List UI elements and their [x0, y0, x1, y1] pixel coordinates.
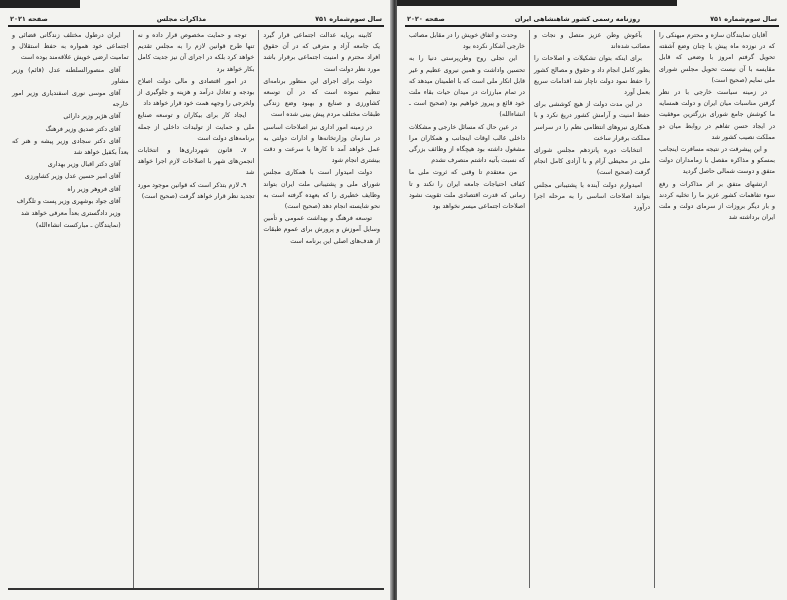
text-column [259, 30, 384, 588]
paragraph: آقایان نمایندگان سازه و محترم میهنکی را که در نوزده ماه پیش با چنان وضع آشفته تحویل گرفتم امروز با وضعی که قابل مقایسه با آن نیست تحویل مجلس شورای ملی نمایم (صحیح است) [659, 32, 775, 84]
paragraph: دولت برای اجرای این منظور برنامه‌ای تنظیم نموده است که در آن توسعه کشاورزی و صنایع و بهبود وضع زندگی طبقات مختلف مردم پیش بینی شده است [263, 77, 380, 119]
right-page [397, 0, 787, 600]
paragraph: ۹ـ لازم بتذکر است که قوانین موجود مورد تجدید نظر قرار خواهد گرفت (صحیح است) [137, 181, 255, 200]
paragraph: در عین حال که مسائل خارجی و مشکلات داخلی غالب اوقات اینجانب و همکاران مرا مشغول داشته بود هیچگاه از وظائف بزرگی که نسبت بآتیه داشتم منصرف نشدم [409, 123, 525, 165]
page-number: صفحه ۲۰۲۱ [10, 15, 48, 23]
paragraph: ارتشهای متفق بر اثر مذاکرات و رفع سوء تفاهمات کشور عزیز ما را تخلیه کردند و بار دیگر بروزات از سرمای دولت و ملت ایران برداشته شد [659, 180, 775, 222]
paragraph: توجه و حمایت مخصوص قرار داده و نه تنها طرح قوانین لازم را به مجلس تقدیم خواهد کرد بلکه در اجرای آن نیز جدیت کامل بکار خواهد برد [137, 32, 255, 73]
paragraph: آقای موسی نوری اسفندیاری وزیر امور خارجه [11, 90, 129, 109]
text-column [134, 30, 260, 588]
paragraph: در امور اقتصادی و مالی دولت اصلاح بودجه و تعادل درآمد و هزینه و جلوگیری از ولخرجی را وجهه همت خود قرار خواهد داد [137, 77, 255, 108]
paragraph: وحدت و اتفاق خویش را در مقابل مصائب خارجی آشکار نکرده بود [409, 32, 525, 51]
paragraph: من معتقدم تا وقتی که ثروت ملی ما کفاف احتیاجات جامعه ایران را نکند و تا زمانی که قدرت اقتصادی ملت تقویت نشود اصلاحات اجتماعی میسر نخواهد بود [409, 169, 525, 211]
scan-shadow [397, 0, 677, 6]
scan-shadow [0, 0, 80, 8]
paragraph: آقای امیر حسین عدل وزیر کشاورزی [24, 173, 121, 181]
paragraph: و این پیشرفت در نتیجه مسافرت اینجانب بمسکو و مذاکره مفصل با زمامداران دولت متفق و دوست شمالی حاصل گردید [659, 146, 775, 176]
paragraph: آقای منصورالسلطنه عدل (قائم) وزیر مشاور [11, 66, 129, 85]
text-column [8, 30, 134, 588]
text-column [405, 30, 530, 588]
footer-rule [8, 588, 384, 590]
page-header [10, 14, 382, 24]
paragraph: برای اینکه بتوان تشکیلات و اصلاحات را بطور کامل انجام داد و حقوق و مصالح کشور را حفظ نمود دولت ناچار شد اقدامات سریع بعمل آورد [534, 55, 650, 97]
text-column [655, 30, 779, 588]
paragraph: ایران درطول مختلف زندگانی قضائی و اجتماعی خود همواره به حفظ استقلال و تمامیت ارضی خویش علاقه‌مند بوده است [11, 32, 129, 62]
paragraph: ایجاد کار برای بیکاران و توسعه صنایع ملی و حمایت از تولیدات داخلی از جمله برنامه‌های دولت است [137, 112, 255, 142]
header-rule [405, 25, 779, 27]
paragraph: آقای دکتر اقبال وزیر بهداری [47, 161, 121, 169]
paragraph: بآغوش وطن عزیز متصل و نجات و مصائب شده‌اند [534, 32, 650, 51]
page-number: صفحه ۲۰۲۰ [407, 15, 445, 23]
paragraph: آقای جواد بوشهری وزیر پست و تلگراف [16, 197, 121, 205]
paragraph: در این مدت دولت از هیچ کوششی برای حفظ امنیت و آرامش کشور دریغ نکرد و با همکاری نیروهای انتظامی نظم را در سراسر مملکت برقرار ساخت [534, 101, 650, 142]
paragraph: این تجلی روح وطن‌پرستی دنیا را به تحسین واداشت و همین نیروی عظیم و غیر قابل انکار ملی است که با اطمینان میدهد که در تمام مبارزات در میدان حیات بقاء ملت خود قائع و پیروز خواهیم بود (صحیح است ـ انشاءالله) [409, 55, 525, 119]
paragraph: انتخابات دوره پانزدهم مجلس شورای ملی در محیطی آرام و با آزادی کامل انجام گرفت (صحیح است) [534, 147, 650, 177]
issue-number: سال سوم‌شماره ۷۵۱ [315, 15, 382, 23]
text-column [530, 30, 655, 588]
newspaper-title: روزنامه رسمی کشور شاهنشاهی ایران [514, 15, 641, 23]
paragraph: آقای هژیر وزیر دارائی [63, 113, 121, 121]
paragraph: در زمینه سیاست خارجی با در نظر گرفتن مناسبات میان ایران و دولت همسایه ما کوشش جامع شورای بزرگترین موفقیت در ایجاد حسن تفاهم در روابط میان دو مملکت نصیب کشور شد [659, 89, 775, 141]
issue-number: سال سوم‌شماره ۷۵۱ [710, 15, 777, 23]
paragraph: آقای دکتر سجادی وزیر پیشه و هنر که بعداً بکفیل خواهد شد [11, 137, 129, 157]
paragraph: وزیر دادگستری بعداً معرفی خواهد شد [20, 210, 121, 218]
paragraph: در زمینه امور اداری نیز اصلاحات اساسی در سازمان وزارتخانه‌ها و ادارات دولتی به عمل خواهد آمد تا کارها با سرعت و دقت بیشتری انجام شود [263, 123, 380, 165]
text-columns [405, 30, 779, 588]
page-header [407, 14, 777, 24]
header-rule [8, 25, 384, 27]
paragraph: توسعه فرهنگ و بهداشت عمومی و تأمین وسایل آموزش و پرورش برای عموم طبقات از هدف‌های اصلی این برنامه است [263, 215, 380, 245]
paragraph: آقای دکتر صدیق وزیر فرهنگ [45, 125, 121, 133]
paragraph: کابینه برپایه عدالت اجتماعی قرار گیرد یک جامعه آزاد و مترقی که در آن حقوق افراد محترم و امنیت اجتماعی برقرار باشد مورد نظر دولت است [263, 32, 380, 73]
paragraph: دولت امیدوار است با همکاری مجلس شورای ملی و پشتیبانی ملت ایران بتواند وظایف خطیری را که بعهده گرفته است به نحو شایسته انجام دهد (صحیح است) [263, 169, 380, 211]
paragraph: امیدوارم دولت آینده با پشتیبانی مجلس بتواند اصلاحات اساسی را به مرحله اجرا درآورد [534, 181, 650, 212]
paragraph: آقای فروهر وزیر راه [67, 185, 121, 193]
paragraph: (نمایندگان ـ مبارکست انشاءالله) [35, 222, 121, 230]
left-page [0, 0, 392, 600]
paragraph: ۷ـ قانون شهرداری‌ها و انتخابات انجمن‌های شهر با اصلاحات لازم اجرا خواهد شد [137, 147, 255, 177]
text-columns [8, 30, 384, 588]
section-title: مذاکرات مجلس [156, 15, 207, 23]
